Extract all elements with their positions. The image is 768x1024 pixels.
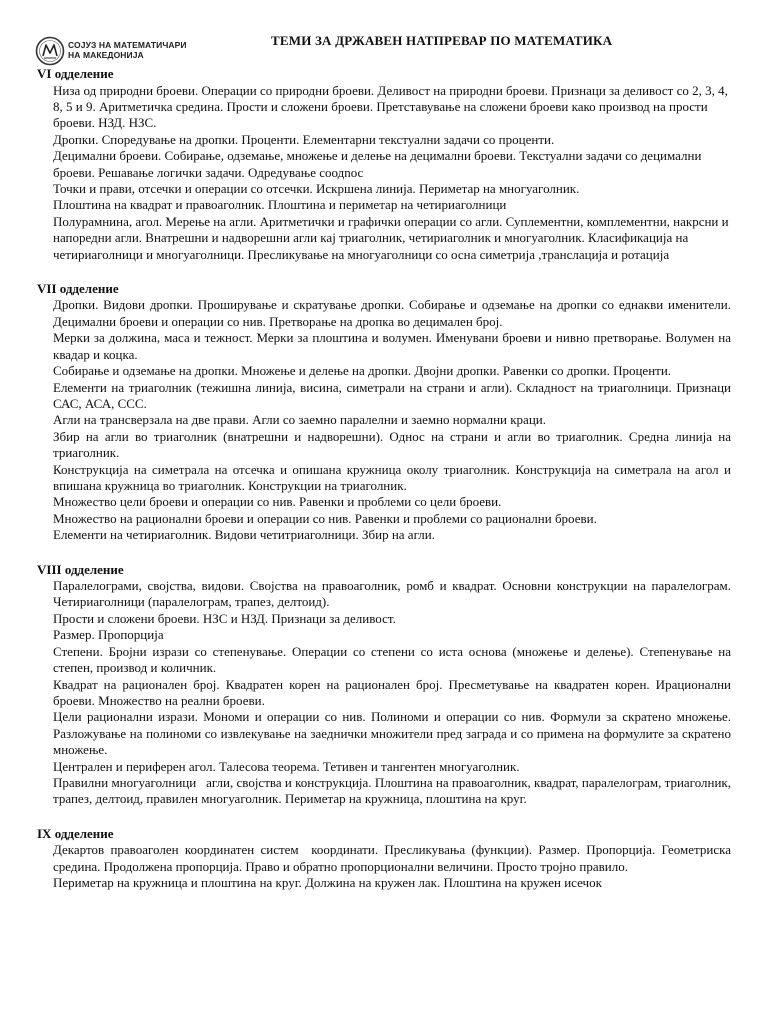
grade-heading: IX одделение	[37, 825, 114, 841]
topic-paragraph: Дропки. Споредување на дропки. Проценти. Елементарни текстуални задачи со проценти.	[53, 131, 555, 147]
topic-paragraph: Квадрат на рационален број. Квадратен корен на рационален број. Пресметување на квадратен корен. Ирационални броеви. Множество на реални броеви.	[53, 676, 735, 708]
topic-paragraph: Цели рационални изрази. Мономи и операции со нив. Полиноми и операции со нив. Формули за скратено множење. Разложување на полиноми со извлекување на заеднички множители пред заграда и со примена на формулите за скратено множење.	[53, 709, 735, 758]
organization-name	[68, 40, 187, 60]
topic-paragraph: Елементи на четириаголник. Видови четитриаголници. Збир на агли.	[53, 527, 435, 543]
section-spacer	[37, 263, 733, 281]
grade-heading: VIII одделение	[37, 561, 124, 577]
topic-paragraph: Мерки за должина, маса и тежност. Мерки за плоштина и волумен. Именувани броеви и нивно претворање. Волумен на квадар и коцка.	[53, 330, 735, 362]
topic-paragraph: Паралелограми, својства, видови. Својства на правоаголник, ромб и квадрат. Основни конструкции на паралелограм. Четириаголници (паралелограм, трапез, делтоид).	[53, 578, 735, 610]
grade-section-7	[37, 281, 733, 544]
topic-paragraph: Размер. Пропорција	[53, 627, 164, 643]
topic-paragraph: Степени. Бројни изрази со степенување. Операции со степени со иста основа (множење и делење). Степенување на степен, производ и количник.	[53, 643, 735, 676]
topic-paragraph: Прости и сложени броеви. НЗС и НЗД. Признаци за деливост.	[53, 610, 396, 626]
grade-section-9	[37, 826, 733, 892]
topic-paragraph: Плоштина на квадрат и правоаголник. Плоштина и периметар на четириаголници	[53, 197, 507, 213]
topic-paragraph: Периметар на кружница и плоштина на круг. Должина на кружен лак. Плоштина на кружен исечок	[53, 875, 602, 891]
topic-paragraph: Собирање и одземање на дропки. Множење и делење на дропки. Двојни дропки. Равенки со дропки. Проценти.	[53, 363, 672, 379]
topic-paragraph: Декартов правоаголен координатен систем координати. Пресликувања (функции). Размер. Пропорција. Геометриска средина. Продолжена пропорција. Право и обратно пропорционални величини. Просто тројно правило.	[53, 842, 735, 874]
topic-paragraph: Правилни многуаголници агли, својства и конструкција. Плоштина на правоаголник, квадрат, паралелограм, триаголник, трапез, делтоид, правилен многуаголник. Периметар на кружница, плоштина на круг.	[53, 774, 735, 807]
topic-paragraph: Централен и периферен агол. Талесова теорема. Тетивен и тангентен многуаголник.	[53, 758, 520, 774]
topic-paragraph: Множество на рационални броеви и операции со нив. Равенки и проблеми со рационални броеви.	[53, 510, 597, 526]
topic-paragraph: Точки и прави, отсечки и операции со отсечки. Искршена линија. Периметар на многуаголник.	[53, 180, 580, 196]
page-header	[0, 0, 768, 66]
document-title: ТЕМИ ЗА ДРЖАВЕН НАТПРЕВАР ПО МАТЕМАТИКА	[271, 33, 613, 48]
topic-paragraph: Дропки. Видови дропки. Проширување и скратување дропки. Собирање и одземање на дропки со еднакви именители. Децимални броеви и операции со нив. Претворање на дропка во децимален број.	[53, 297, 735, 329]
grade-heading: VII одделение	[37, 280, 119, 296]
topic-paragraph: Агли на трансверзала на две прави. Агли со заемно паралелни и заемно нормални краци.	[53, 412, 546, 428]
topic-paragraph: Полурамнина, агол. Мерење на агли. Аритметички и графички операции со агли. Суплементни, комплементни, накрсни и напоредни агли. Внатрешни и надворешни агли кај триаголник, четириаголник и многуаголник. Класификација на четириаголници и многуаголници. Пресликување на многуаголници со осна симетрија ,транслација и ротација	[53, 213, 732, 262]
organization-name-line-2: НА МАКЕДОНИЈА	[68, 50, 144, 60]
topic-paragraph: Низа од природни броеви. Операции со природни броеви. Деливост на природни броеви. Признаци за деливост со 2, 3, 4, 8, 5 и 9. Аритметичка средина. Прости и сложени броеви. Претставување на сложени броеви како производ на прости броеви. НЗД. НЗС.	[53, 82, 732, 131]
section-spacer	[37, 808, 733, 826]
topic-paragraph: Збир на агли во триаголник (внатрешни и надворешни). Однос на страни и агли во триаголник. Средна линија на триаголник.	[53, 428, 735, 461]
organization-name-line-1: СОЈУЗ НА МАТЕМАТИЧАРИ	[68, 40, 187, 50]
grade-section-8	[37, 562, 733, 808]
section-spacer	[37, 544, 733, 562]
document-body	[37, 66, 733, 891]
grade-heading: VI одделение	[37, 66, 114, 81]
topic-paragraph: Елементи на триаголник (тежишна линија, висина, симетрали на страни и агли). Складност на триаголници. Признаци САС, АСА, ССС.	[53, 379, 735, 411]
topic-paragraph: Децимални броеви. Собирање, одземање, множење и делење на децимални броеви. Текстуални задачи со децимални броеви. Решавање логички задачи. Одредување соодnос	[53, 148, 705, 180]
topic-paragraph: Конструкција на симетрала на отсечка и опишана кружница околу триаголник. Конструкција на симетрала на агол и впишана кружница во триаголник. Конструкции на триаголник.	[53, 461, 735, 493]
grade-section-6	[37, 66, 733, 263]
topic-paragraph: Множество цели броеви и операции со нив. Равенки и проблеми со цели броеви.	[53, 494, 502, 510]
union-logo-icon	[35, 36, 65, 66]
